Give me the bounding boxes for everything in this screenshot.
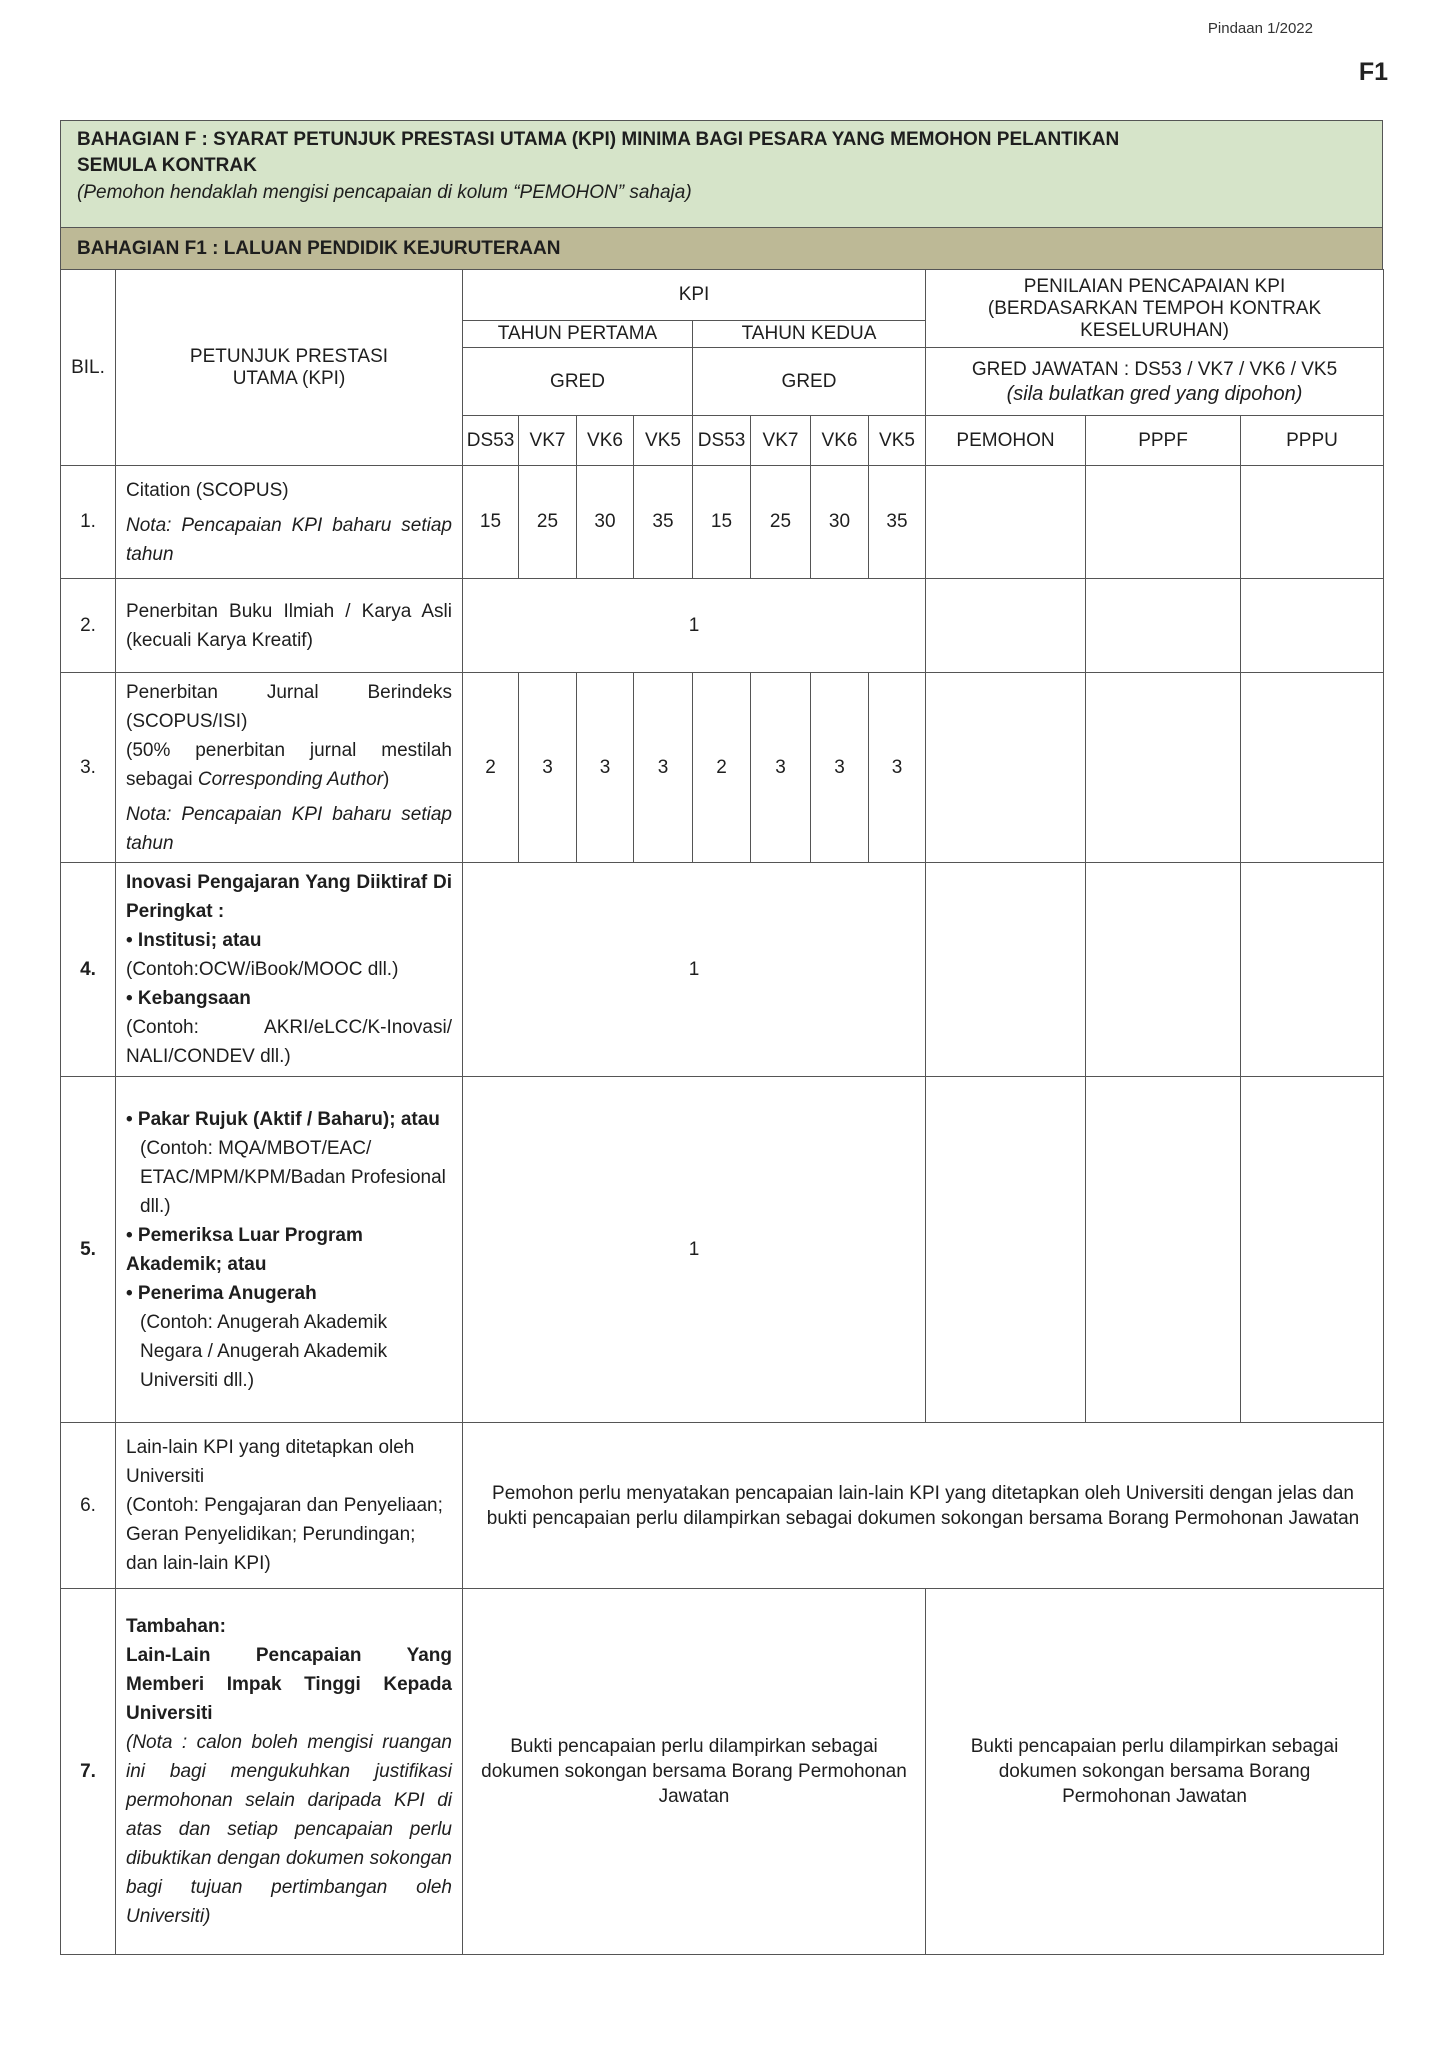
row-number: 5. bbox=[61, 1077, 116, 1423]
kpi-value: 3 bbox=[751, 673, 811, 863]
header-gred-year2: GRED bbox=[693, 348, 926, 416]
pppf-input-cell[interactable] bbox=[1086, 466, 1241, 579]
pppf-input-cell[interactable] bbox=[1086, 579, 1241, 673]
kpi-item: • Penerima Anugerah bbox=[126, 1282, 317, 1304]
header-year1: TAHUN PERTAMA bbox=[463, 321, 693, 348]
kpi-value: 3 bbox=[519, 673, 577, 863]
kpi-note: Nota: Pencapaian KPI baharu setiap tahun bbox=[126, 803, 452, 854]
kpi-title: Penerbitan Jurnal Berindeks (SCOPUS/ISI) bbox=[126, 681, 452, 732]
pppu-input-cell[interactable] bbox=[1241, 466, 1384, 579]
kpi-value: 25 bbox=[519, 466, 577, 579]
header-post-grade bbox=[926, 348, 1384, 416]
kpi-value: 3 bbox=[811, 673, 869, 863]
header-year2: TAHUN KEDUA bbox=[693, 321, 926, 348]
kpi-value: 15 bbox=[463, 466, 519, 579]
header-assessment-line2: (BERDASARKAN TEMPOH KONTRAK KESELURUHAN) bbox=[987, 297, 1322, 341]
kpi-item-example: (Contoh:OCW/iBook/MOOC dll.) bbox=[126, 959, 399, 980]
amendment-label: Pindaan 1/2022 bbox=[1207, 20, 1313, 37]
kpi-table bbox=[60, 269, 1384, 1955]
kpi-title: Citation (SCOPUS) bbox=[126, 479, 289, 501]
table-row bbox=[61, 673, 1384, 863]
kpi-item-example: (Contoh: MQA/MBOT/EAC/ ETAC/MPM/KPM/Badan Profesional dll.) bbox=[140, 1137, 446, 1217]
pppf-input-cell[interactable] bbox=[1086, 673, 1241, 863]
header-assessment-line1: PENILAIAN PENCAPAIAN KPI bbox=[1023, 275, 1286, 297]
kpi-title: Lain-Lain Pencapaian Yang Memberi Impak Tinggi Kepada Universiti bbox=[126, 1645, 452, 1724]
kpi-item: • Pemeriksa Luar Program Akademik; atau bbox=[126, 1224, 363, 1275]
grade-header: VK7 bbox=[751, 416, 811, 466]
kpi-value: 2 bbox=[693, 673, 751, 863]
pppu-input-cell[interactable] bbox=[1241, 673, 1384, 863]
kpi-item-example: (Contoh: Anugerah Akademik Negara / Anugerah Akademik Universiti dll.) bbox=[140, 1311, 388, 1391]
table-row bbox=[61, 1423, 1384, 1589]
pemohon-input-cell[interactable] bbox=[926, 673, 1086, 863]
pemohon-input-cell[interactable] bbox=[926, 579, 1086, 673]
header-kpi-description: PETUNJUK PRESTASI UTAMA (KPI) bbox=[116, 270, 463, 466]
section-f-title-line1: BAHAGIAN F : SYARAT PETUNJUK PRESTASI UTAMA (KPI) MINIMA BAGI PESARA YANG MEMOHON PELANTIKAN bbox=[77, 129, 1120, 150]
table-row bbox=[61, 466, 1384, 579]
kpi-description bbox=[116, 1589, 463, 1955]
kpi-detail bbox=[126, 736, 452, 794]
grade-header: DS53 bbox=[693, 416, 751, 466]
kpi-value: 3 bbox=[869, 673, 926, 863]
grade-header: VK7 bbox=[519, 416, 577, 466]
kpi-merged-value: 1 bbox=[463, 1077, 926, 1423]
kpi-description bbox=[116, 466, 463, 579]
assessment-evidence-note: Bukti pencapaian perlu dilampirkan sebagai dokumen sokongan bersama Borang Permohonan Jawatan bbox=[926, 1589, 1384, 1955]
kpi-merged-value: 1 bbox=[463, 579, 926, 673]
header-bil: BIL. bbox=[61, 270, 116, 466]
kpi-detail-text: (50% penerbitan jurnal mestilah sebagai bbox=[126, 739, 452, 790]
header-assessment bbox=[926, 270, 1384, 348]
header-post-grade-note: (sila bulatkan gred yang dipohon) bbox=[1006, 382, 1303, 405]
kpi-description bbox=[116, 579, 463, 673]
kpi-merged-note: Pemohon perlu menyatakan pencapaian lain-lain KPI yang ditetapkan oleh Universiti dengan jelas dan bukti pencapaian perlu dilampirkan sebagai dokumen sokongan bersama Borang Permohonan Jawatan bbox=[463, 1423, 1384, 1589]
kpi-value: 30 bbox=[577, 466, 634, 579]
kpi-note: (Nota : calon boleh mengisi ruangan ini bagi mengukuhkan justifikasi permohonan selain daripada KPI di atas dan setiap pencapaian perlu dibuktikan dengan dokumen sokongan bagi tujuan pertimbangan oleh Universiti) bbox=[126, 1732, 452, 1927]
table-row bbox=[61, 863, 1384, 1077]
kpi-detail-suffix: ) bbox=[383, 768, 390, 790]
grade-header: VK6 bbox=[577, 416, 634, 466]
header-kpi: KPI bbox=[463, 270, 926, 321]
pppu-input-cell[interactable] bbox=[1241, 863, 1384, 1077]
kpi-value: 35 bbox=[634, 466, 693, 579]
row-number: 3. bbox=[61, 673, 116, 863]
section-f-instruction: (Pemohon hendaklah mengisi pencapaian di kolum “PEMOHON” sahaja) bbox=[77, 182, 692, 203]
kpi-item: • Kebangsaan bbox=[126, 988, 251, 1009]
kpi-item: • Institusi; atau bbox=[126, 930, 262, 951]
kpi-value: 3 bbox=[577, 673, 634, 863]
kpi-merged-value: 1 bbox=[463, 863, 926, 1077]
pppu-input-cell[interactable] bbox=[1241, 579, 1384, 673]
kpi-value: 15 bbox=[693, 466, 751, 579]
kpi-note: Nota: Pencapaian KPI baharu setiap tahun bbox=[126, 514, 452, 565]
grade-header: VK5 bbox=[869, 416, 926, 466]
kpi-label: Tambahan: bbox=[126, 1616, 226, 1637]
kpi-title: Lain-lain KPI yang ditetapkan oleh Universiti bbox=[126, 1437, 415, 1487]
kpi-description bbox=[116, 673, 463, 863]
pemohon-input-cell[interactable] bbox=[926, 466, 1086, 579]
pemohon-input-cell[interactable] bbox=[926, 1077, 1086, 1423]
row-number: 6. bbox=[61, 1423, 116, 1589]
kpi-value: 3 bbox=[634, 673, 693, 863]
kpi-title: Penerbitan Buku Ilmiah / Karya Asli (kecuali Karya Kreatif) bbox=[126, 600, 452, 651]
grade-header: DS53 bbox=[463, 416, 519, 466]
kpi-description bbox=[116, 1423, 463, 1589]
pppu-input-cell[interactable] bbox=[1241, 1077, 1384, 1423]
row-number: 4. bbox=[61, 863, 116, 1077]
kpi-detail: (Contoh: Pengajaran dan Penyeliaan; Geran Penyelidikan; Perundingan; dan lain-lain KPI) bbox=[126, 1495, 443, 1574]
section-f1-header: BAHAGIAN F1 : LALUAN PENDIDIK KEJURUTERAAN bbox=[60, 228, 1383, 270]
header-gred-year1: GRED bbox=[463, 348, 693, 416]
row-number: 2. bbox=[61, 579, 116, 673]
grade-header: VK5 bbox=[634, 416, 693, 466]
row-number: 1. bbox=[61, 466, 116, 579]
grade-header: VK6 bbox=[811, 416, 869, 466]
pemohon-input-cell[interactable] bbox=[926, 863, 1086, 1077]
table-row bbox=[61, 1077, 1384, 1423]
header-post-grade-label: GRED JAWATAN : DS53 / VK7 / VK6 / VK5 bbox=[971, 358, 1338, 380]
form-code: F1 bbox=[1358, 58, 1388, 86]
kpi-title: Inovasi Pengajaran Yang Diiktiraf Di Peringkat : bbox=[126, 872, 452, 922]
header-pppu: PPPU bbox=[1241, 416, 1384, 466]
kpi-value: 2 bbox=[463, 673, 519, 863]
row-number: 7. bbox=[61, 1589, 116, 1955]
section-f-header bbox=[60, 120, 1383, 228]
kpi-evidence-note: Bukti pencapaian perlu dilampirkan sebagai dokumen sokongan bersama Borang Permohonan Jawatan bbox=[463, 1589, 926, 1955]
kpi-item: • Pakar Rujuk (Aktif / Baharu); atau bbox=[126, 1108, 440, 1130]
kpi-value: 35 bbox=[869, 466, 926, 579]
section-f-title-line2: SEMULA KONTRAK bbox=[77, 155, 257, 176]
kpi-value: 25 bbox=[751, 466, 811, 579]
table-row bbox=[61, 579, 1384, 673]
kpi-item-example: (Contoh: AKRI/eLCC/K-Inovasi/ NALI/CONDEV dll.) bbox=[126, 1017, 452, 1067]
kpi-detail-italic: Corresponding Author bbox=[197, 768, 384, 790]
kpi-description bbox=[116, 1077, 463, 1423]
pppf-input-cell[interactable] bbox=[1086, 863, 1241, 1077]
header-pppf: PPPF bbox=[1086, 416, 1241, 466]
table-row bbox=[61, 1589, 1384, 1955]
pppf-input-cell[interactable] bbox=[1086, 1077, 1241, 1423]
kpi-value: 30 bbox=[811, 466, 869, 579]
header-pemohon: PEMOHON bbox=[926, 416, 1086, 466]
kpi-description bbox=[116, 863, 463, 1077]
